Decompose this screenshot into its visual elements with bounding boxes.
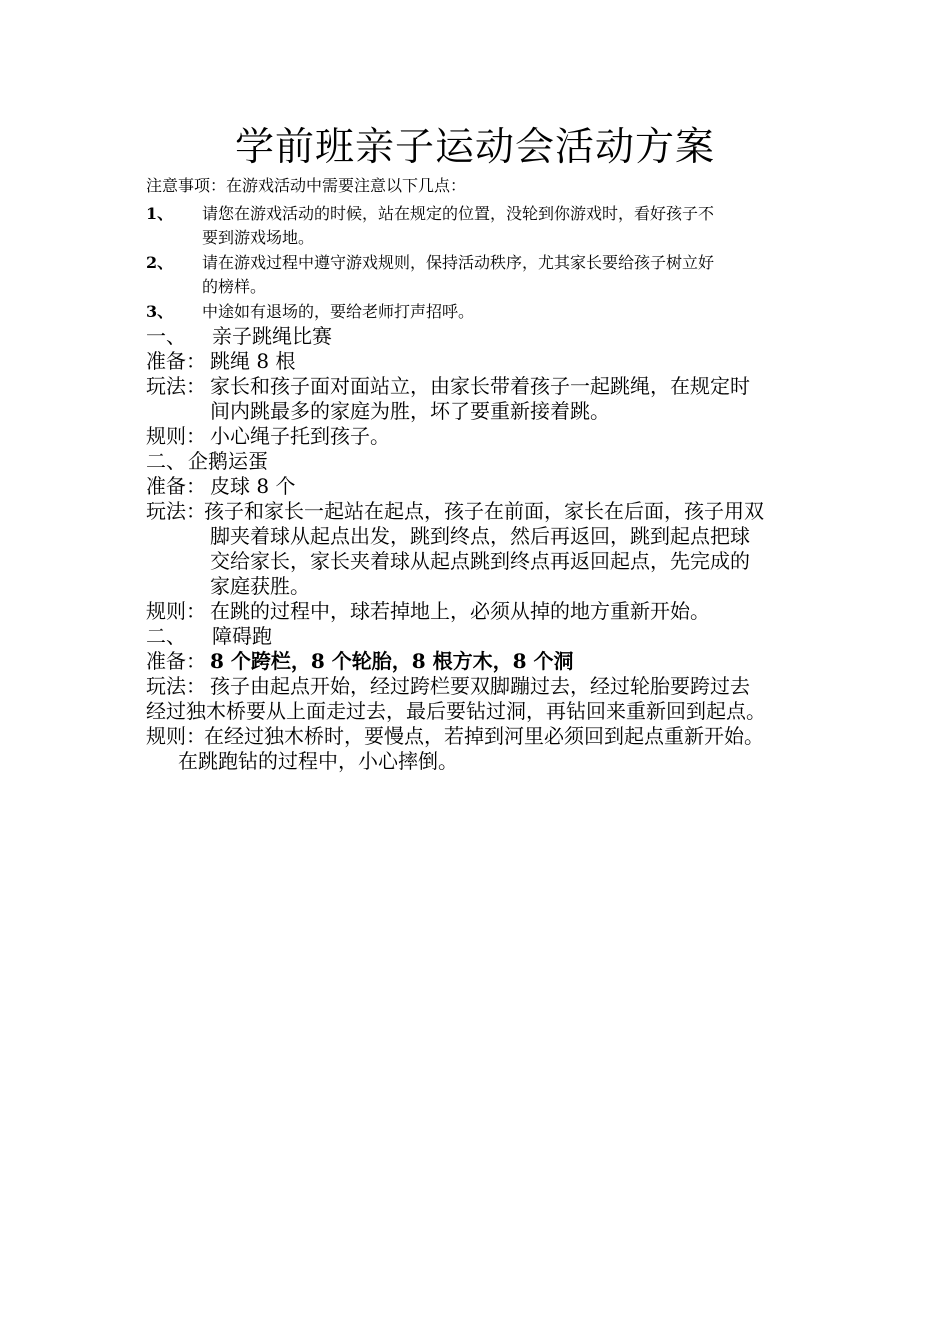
section-1-rule-line-1: 小心绳子托到孩子。 <box>210 424 390 448</box>
section-3-play-line-1: 孩子由起点开始，经过跨栏要双脚蹦过去，经过轮胎要跨过去 <box>210 674 750 698</box>
section-1-prep: 跳绳 8 根 <box>210 349 296 373</box>
notice-item-2-line-1: 请在游戏过程中遵守游戏规则，保持活动秩序，尤其家长要给孩子树立好 <box>202 253 715 272</box>
section-2-play-line-2: 脚夹着球从起点出发，跳到终点，然后再返回，跳到起点把球 <box>210 524 750 548</box>
section-2-rule-label: 规则： <box>146 599 206 623</box>
notice-item-2-number: 2、 <box>146 253 174 272</box>
notice-item-1-line-1: 请您在游戏活动的时候，站在规定的位置，没轮到你游戏时，看好孩子不 <box>202 204 715 223</box>
section-1-play-line-2: 间内跳最多的家庭为胜，坏了要重新接着跳。 <box>210 399 610 423</box>
section-1-prep-label: 准备： <box>146 349 206 373</box>
section-2-prep: 皮球 8 个 <box>210 474 296 498</box>
section-2-play-label: 玩法： <box>146 499 206 523</box>
section-3-number: 二、 <box>146 624 186 648</box>
section-3-prep: 8 个跨栏，8 个轮胎，8 根方木，8 个洞 <box>210 649 574 673</box>
section-2-play-line-4: 家庭获胜。 <box>210 574 310 598</box>
section-1-rule-label: 规则： <box>146 424 206 448</box>
section-1-number: 一、 <box>146 324 186 348</box>
section-3-prep-label: 准备： <box>146 649 206 673</box>
notice-item-3-line-1: 中途如有退场的，要给老师打声招呼。 <box>202 302 475 321</box>
section-2-rule-line-1: 在跳的过程中，球若掉地上，必须从掉的地方重新开始。 <box>210 599 710 623</box>
notice-item-1-number: 1、 <box>146 204 174 223</box>
section-1-play-label: 玩法： <box>146 374 206 398</box>
section-1-name: 亲子跳绳比赛 <box>212 324 332 348</box>
notice-item-1-line-2: 要到游戏场地。 <box>202 228 315 247</box>
section-3-name: 障碍跑 <box>212 624 272 648</box>
section-2-prep-label: 准备： <box>146 474 206 498</box>
section-3-play-label: 玩法： <box>146 674 206 698</box>
section-3-rule-label: 规则： <box>146 724 206 748</box>
section-2-number: 二、 <box>146 449 186 473</box>
section-2-name: 企鹅运蛋 <box>188 449 268 473</box>
section-1-play-line-1: 家长和孩子面对面站立，由家长带着孩子一起跳绳，在规定时 <box>210 374 750 398</box>
section-2-play-line-1: 孩子和家长一起站在起点，孩子在前面，家长在后面，孩子用双 <box>204 499 764 523</box>
section-3-rule-line-2: 在跳跑钻的过程中，小心摔倒。 <box>178 749 458 773</box>
notice-item-3-number: 3、 <box>146 302 174 321</box>
document-title: 学前班亲子运动会活动方案 <box>234 125 715 170</box>
section-2-play-line-3: 交给家长，家长夹着球从起点跳到终点再返回起点，先完成的 <box>210 549 750 573</box>
notice-item-2-line-2: 的榜样。 <box>202 277 267 296</box>
notice-heading: 注意事项：在游戏活动中需要注意以下几点： <box>146 176 467 195</box>
section-3-rule-line-1: 在经过独木桥时，要慢点，若掉到河里必须回到起点重新开始。 <box>204 724 764 748</box>
section-3-play-line-2: 经过独木桥要从上面走过去，最后要钻过洞，再钻回来重新回到起点。 <box>146 699 766 723</box>
